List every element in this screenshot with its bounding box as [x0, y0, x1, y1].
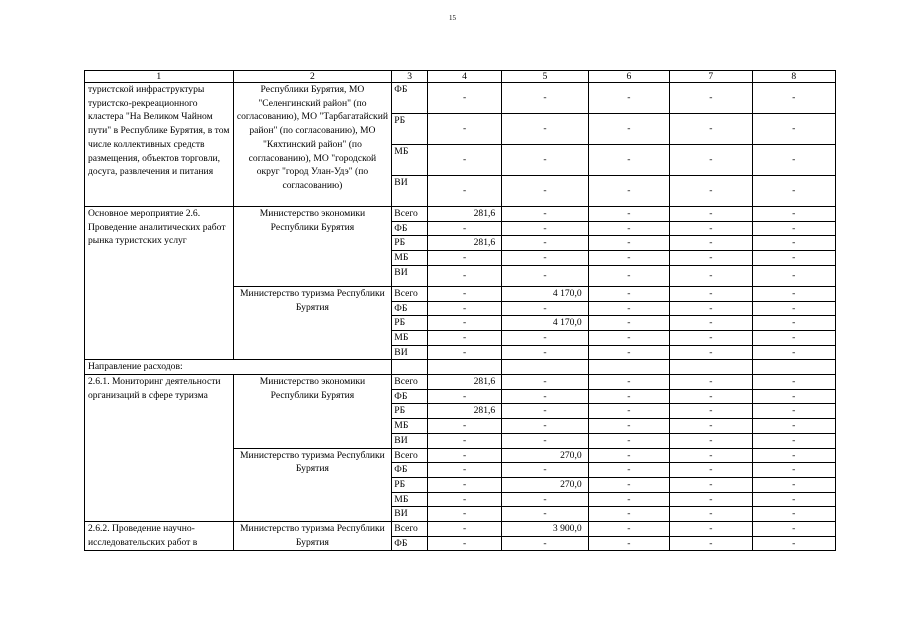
value-cell: - — [588, 236, 669, 251]
executor-cell: Министерство экономики Республики Бурятия — [233, 207, 392, 287]
value-cell: - — [588, 301, 669, 316]
value-cell: - — [502, 492, 588, 507]
executor-cell: Министерство экономики Республики Бурятия — [233, 375, 392, 449]
value-cell: - — [502, 507, 588, 522]
source-code-cell: ФБ — [392, 83, 428, 114]
value-cell: - — [752, 419, 836, 434]
value-cell: - — [588, 316, 669, 331]
value-cell: - — [752, 316, 836, 331]
direction-label-cell: Направление расходов: — [85, 360, 392, 375]
value-cell: - — [588, 221, 669, 236]
value-cell: - — [502, 251, 588, 266]
source-code-cell: ФБ — [392, 389, 428, 404]
value-cell: - — [670, 265, 752, 286]
value-cell: - — [752, 176, 836, 207]
header-cell-3: 3 — [392, 71, 428, 83]
value-cell: - — [502, 433, 588, 448]
value-cell: - — [427, 83, 501, 114]
value-cell: - — [670, 345, 752, 360]
value-cell: - — [588, 265, 669, 286]
header-cell-2: 2 — [233, 71, 392, 83]
value-cell: - — [670, 236, 752, 251]
value-cell: - — [670, 114, 752, 145]
value-cell: - — [588, 507, 669, 522]
value-cell: - — [427, 330, 501, 345]
value-cell: 4 170,0 — [502, 316, 588, 331]
value-cell: - — [752, 389, 836, 404]
value-cell: - — [502, 221, 588, 236]
empty-cell — [392, 360, 428, 375]
table-row — [85, 522, 836, 537]
value-cell: - — [588, 448, 669, 463]
source-code-cell: Всего — [392, 286, 428, 301]
value-cell: - — [588, 433, 669, 448]
source-code-cell: ВИ — [392, 433, 428, 448]
value-cell: - — [427, 145, 501, 176]
source-code-cell: МБ — [392, 145, 428, 176]
value-cell: - — [427, 176, 501, 207]
value-cell: - — [588, 463, 669, 478]
value-cell: - — [502, 265, 588, 286]
value-cell: - — [752, 114, 836, 145]
value-cell: - — [502, 375, 588, 390]
value-cell: - — [502, 330, 588, 345]
value-cell: - — [752, 492, 836, 507]
value-cell: - — [502, 83, 588, 114]
source-code-cell: РБ — [392, 477, 428, 492]
value-cell: 3 900,0 — [502, 522, 588, 537]
header-cell-5: 5 — [502, 71, 588, 83]
value-cell: - — [502, 301, 588, 316]
value-cell: - — [588, 522, 669, 537]
empty-cell — [588, 360, 669, 375]
value-cell: - — [752, 404, 836, 419]
table-row — [85, 360, 836, 375]
value-cell: - — [427, 507, 501, 522]
source-code-cell: РБ — [392, 404, 428, 419]
source-code-cell: Всего — [392, 207, 428, 222]
value-cell: - — [427, 316, 501, 331]
measure-name-cell: 2.6.1. Мониторинг деятельности организаций в сфере туризма — [85, 375, 234, 522]
header-cell-8: 8 — [752, 71, 836, 83]
value-cell: - — [427, 463, 501, 478]
value-cell: - — [427, 448, 501, 463]
value-cell: - — [752, 286, 836, 301]
value-cell: - — [502, 419, 588, 434]
value-cell: - — [427, 265, 501, 286]
value-cell: 4 170,0 — [502, 286, 588, 301]
value-cell: 281,6 — [427, 207, 501, 222]
empty-cell — [752, 360, 836, 375]
value-cell: - — [670, 330, 752, 345]
value-cell: - — [502, 207, 588, 222]
table-row — [85, 83, 836, 114]
source-code-cell: МБ — [392, 419, 428, 434]
value-cell: - — [427, 522, 501, 537]
empty-cell — [427, 360, 501, 375]
value-cell: - — [670, 375, 752, 390]
header-cell-4: 4 — [427, 71, 501, 83]
value-cell: - — [502, 463, 588, 478]
source-code-cell: ВИ — [392, 507, 428, 522]
value-cell: - — [427, 114, 501, 145]
value-cell: - — [670, 221, 752, 236]
value-cell: - — [752, 507, 836, 522]
value-cell: - — [752, 265, 836, 286]
header-cell-7: 7 — [670, 71, 752, 83]
source-code-cell: РБ — [392, 236, 428, 251]
budget-table-wrapper — [84, 70, 836, 568]
value-cell: - — [427, 345, 501, 360]
value-cell: - — [670, 251, 752, 266]
value-cell: - — [670, 477, 752, 492]
value-cell: - — [752, 83, 836, 114]
measure-name-cell: 2.6.2. Проведение научно-исследовательских работ в — [85, 522, 234, 551]
value-cell: - — [427, 251, 501, 266]
value-cell: - — [427, 492, 501, 507]
source-code-cell: МБ — [392, 492, 428, 507]
value-cell: - — [752, 251, 836, 266]
value-cell: - — [752, 330, 836, 345]
value-cell: - — [670, 507, 752, 522]
source-code-cell: ФБ — [392, 536, 428, 551]
value-cell: - — [752, 463, 836, 478]
value-cell: - — [502, 145, 588, 176]
executor-cell: Республики Бурятия, МО "Селенгинский район" (по согласованию), МО "Тарбагатайский район" (по согласованию), МО "Кяхтинский район" (по согласованию), МО "городской округ "город Улан-Удэ" (по согласованию) — [233, 83, 392, 207]
value-cell: - — [670, 176, 752, 207]
value-cell: - — [670, 419, 752, 434]
source-code-cell: ВИ — [392, 265, 428, 286]
source-code-cell: Всего — [392, 522, 428, 537]
value-cell: - — [752, 433, 836, 448]
value-cell: - — [752, 207, 836, 222]
measure-name-cell: Основное мероприятие 2.6. Проведение аналитических работ рынка туристских услуг — [85, 207, 234, 360]
value-cell: - — [427, 221, 501, 236]
value-cell: - — [502, 536, 588, 551]
value-cell: - — [752, 448, 836, 463]
value-cell: - — [670, 433, 752, 448]
value-cell: - — [752, 236, 836, 251]
header-cell-1: 1 — [85, 71, 234, 83]
value-cell: - — [588, 404, 669, 419]
source-code-cell: РБ — [392, 114, 428, 145]
value-cell: - — [588, 536, 669, 551]
table-row — [85, 375, 836, 390]
value-cell: - — [670, 492, 752, 507]
value-cell: - — [427, 477, 501, 492]
empty-cell — [670, 360, 752, 375]
value-cell: - — [670, 207, 752, 222]
value-cell: - — [588, 207, 669, 222]
value-cell: 270,0 — [502, 477, 588, 492]
source-code-cell: Всего — [392, 375, 428, 390]
value-cell: - — [670, 301, 752, 316]
executor-cell: Министерство туризма Республики Бурятия — [233, 448, 392, 522]
source-code-cell: МБ — [392, 251, 428, 266]
source-code-cell: МБ — [392, 330, 428, 345]
value-cell: - — [670, 448, 752, 463]
value-cell: - — [588, 375, 669, 390]
source-code-cell: РБ — [392, 316, 428, 331]
value-cell: - — [502, 404, 588, 419]
table-row — [85, 71, 836, 83]
value-cell: - — [670, 389, 752, 404]
value-cell: - — [752, 221, 836, 236]
value-cell: - — [427, 301, 501, 316]
value-cell: 270,0 — [502, 448, 588, 463]
budget-table — [84, 70, 836, 551]
value-cell: - — [588, 330, 669, 345]
value-cell: - — [502, 345, 588, 360]
value-cell: - — [752, 536, 836, 551]
empty-cell — [502, 360, 588, 375]
value-cell: - — [670, 404, 752, 419]
value-cell: - — [588, 176, 669, 207]
value-cell: - — [502, 114, 588, 145]
value-cell: - — [752, 301, 836, 316]
value-cell: - — [588, 251, 669, 266]
value-cell: 281,6 — [427, 375, 501, 390]
value-cell: - — [752, 375, 836, 390]
value-cell: - — [588, 114, 669, 145]
value-cell: - — [502, 236, 588, 251]
value-cell: - — [427, 433, 501, 448]
page-number: 15 — [449, 14, 456, 22]
value-cell: - — [502, 176, 588, 207]
source-code-cell: ФБ — [392, 221, 428, 236]
value-cell: - — [588, 83, 669, 114]
value-cell: - — [670, 145, 752, 176]
source-code-cell: ВИ — [392, 345, 428, 360]
value-cell: - — [588, 477, 669, 492]
value-cell: - — [588, 345, 669, 360]
value-cell: - — [670, 83, 752, 114]
source-code-cell: ВИ — [392, 176, 428, 207]
table-row — [85, 207, 836, 222]
value-cell: - — [752, 145, 836, 176]
value-cell: - — [427, 419, 501, 434]
value-cell: 281,6 — [427, 404, 501, 419]
value-cell: - — [670, 522, 752, 537]
measure-name-cell: туристской инфраструктуры туристско-рекреационного кластера "На Великом Чайном пути" в Республике Бурятия, в том числе коллективных средств размещения, объектов торговли, досуга, развлечения и питания — [85, 83, 234, 207]
value-cell: - — [670, 286, 752, 301]
value-cell: - — [588, 389, 669, 404]
value-cell: - — [752, 345, 836, 360]
value-cell: - — [752, 522, 836, 537]
value-cell: - — [670, 463, 752, 478]
executor-cell: Министерство туризма Республики Бурятия — [233, 522, 392, 551]
value-cell: 281,6 — [427, 236, 501, 251]
source-code-cell: ФБ — [392, 463, 428, 478]
value-cell: - — [752, 477, 836, 492]
value-cell: - — [670, 536, 752, 551]
value-cell: - — [588, 286, 669, 301]
value-cell: - — [427, 286, 501, 301]
value-cell: - — [427, 389, 501, 404]
value-cell: - — [427, 536, 501, 551]
value-cell: - — [588, 145, 669, 176]
value-cell: - — [588, 492, 669, 507]
value-cell: - — [588, 419, 669, 434]
executor-cell: Министерство туризма Республики Бурятия — [233, 286, 392, 360]
source-code-cell: Всего — [392, 448, 428, 463]
value-cell: - — [670, 316, 752, 331]
value-cell: - — [502, 389, 588, 404]
source-code-cell: ФБ — [392, 301, 428, 316]
header-cell-6: 6 — [588, 71, 669, 83]
